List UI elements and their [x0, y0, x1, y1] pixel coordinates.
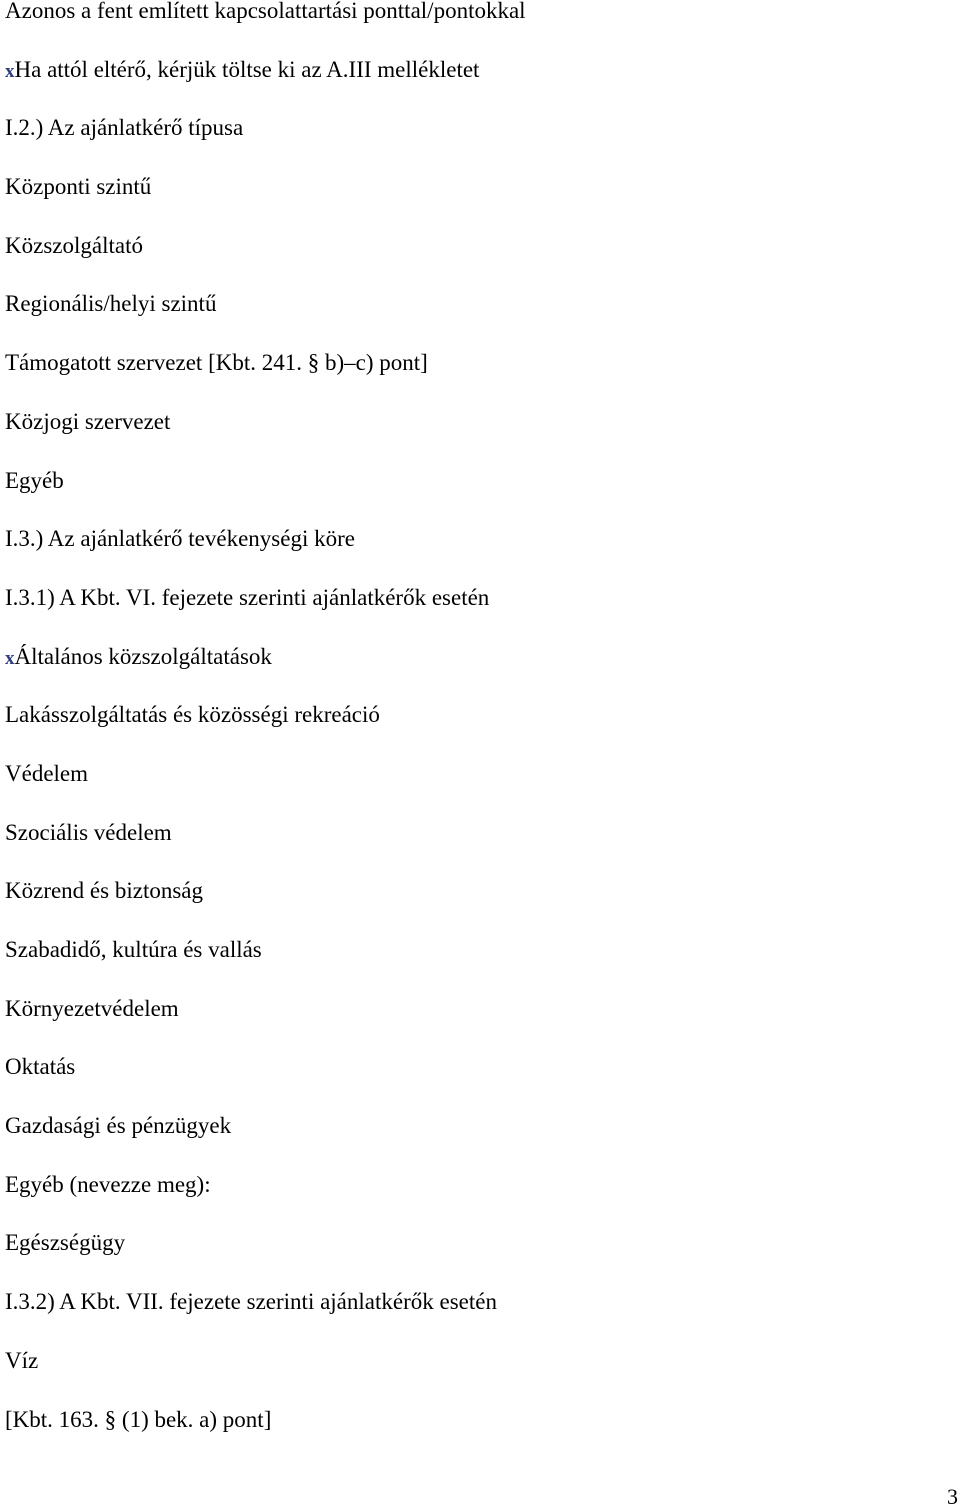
line-public-order [5, 872, 526, 931]
line-text: Központi szintű [5, 174, 152, 200]
line-regional-local [5, 285, 526, 344]
line-text: Gazdasági és pénzügyek [5, 1113, 232, 1139]
line-text: Oktatás [5, 1054, 76, 1080]
line-text: I.3.1) A Kbt. VI. fejezete szerinti ajánlatkérők esetén [5, 584, 490, 610]
document-lines [5, 0, 526, 1459]
line-text: Közjogi szervezet [5, 408, 171, 434]
subsection-heading-chapter-vii [5, 1283, 526, 1342]
line-contact-same [5, 0, 526, 51]
line-legal-reference [5, 1401, 526, 1460]
line-contact-different [5, 51, 526, 110]
section-heading-activity [5, 520, 526, 579]
line-text: Környezetvédelem [5, 995, 179, 1021]
page-number: 3 [947, 1484, 958, 1509]
checkbox-mark: x [5, 647, 15, 669]
checkbox-mark: x [5, 60, 15, 82]
line-text: Szabadidő, kultúra és vallás [5, 937, 262, 962]
line-text: Lakásszolgáltatás és közösségi rekreáció [5, 702, 380, 728]
line-economic-financial [5, 1107, 526, 1166]
line-public-law-body [5, 403, 526, 462]
line-general-public-services [5, 638, 526, 697]
line-other-specify [5, 1166, 526, 1225]
line-text: I.2.) Az ajánlatkérő típusa [5, 115, 244, 141]
line-education [5, 1048, 526, 1107]
line-supported-organization [5, 344, 526, 403]
line-other-type [5, 462, 526, 521]
line-text: Egyéb (nevezze meg): [5, 1171, 211, 1197]
line-text: I.3.2) A Kbt. VII. fejezete szerinti ajánlatkérők esetén [5, 1289, 497, 1315]
line-text: Általános közszolgáltatások [14, 643, 272, 669]
line-water [5, 1342, 526, 1401]
line-housing-recreation [5, 696, 526, 755]
line-text: Közrend és biztonság [5, 878, 203, 904]
subsection-heading-chapter-vi [5, 579, 526, 638]
line-text: Egészségügy [5, 1230, 126, 1256]
line-text: Közszolgáltató [5, 232, 143, 258]
line-text: Védelem [5, 760, 89, 786]
line-text: Ha attól eltérő, kérjük töltse ki az A.III mellékletet [14, 56, 480, 82]
line-social-protection [5, 814, 526, 873]
line-text: Azonos a fent említett kapcsolattartási ponttal/pontokkal [5, 0, 526, 23]
line-text: Támogatott szervezet [Kbt. 241. § b)–c) pont] [5, 350, 428, 376]
line-text: I.3.) Az ajánlatkérő tevékenységi köre [5, 526, 355, 552]
line-health [5, 1224, 526, 1283]
section-heading-contracting-type [5, 109, 526, 168]
line-text: Víz [5, 1347, 39, 1373]
line-text: [Kbt. 163. § (1) bek. a) pont] [5, 1406, 272, 1432]
line-environment [5, 990, 526, 1049]
line-recreation-culture [5, 931, 526, 990]
line-text: Egyéb [5, 467, 64, 493]
line-text: Regionális/helyi szintű [5, 291, 217, 317]
line-text: Szociális védelem [5, 819, 172, 845]
line-defence [5, 755, 526, 814]
line-public-service [5, 227, 526, 286]
line-central-level [5, 168, 526, 227]
